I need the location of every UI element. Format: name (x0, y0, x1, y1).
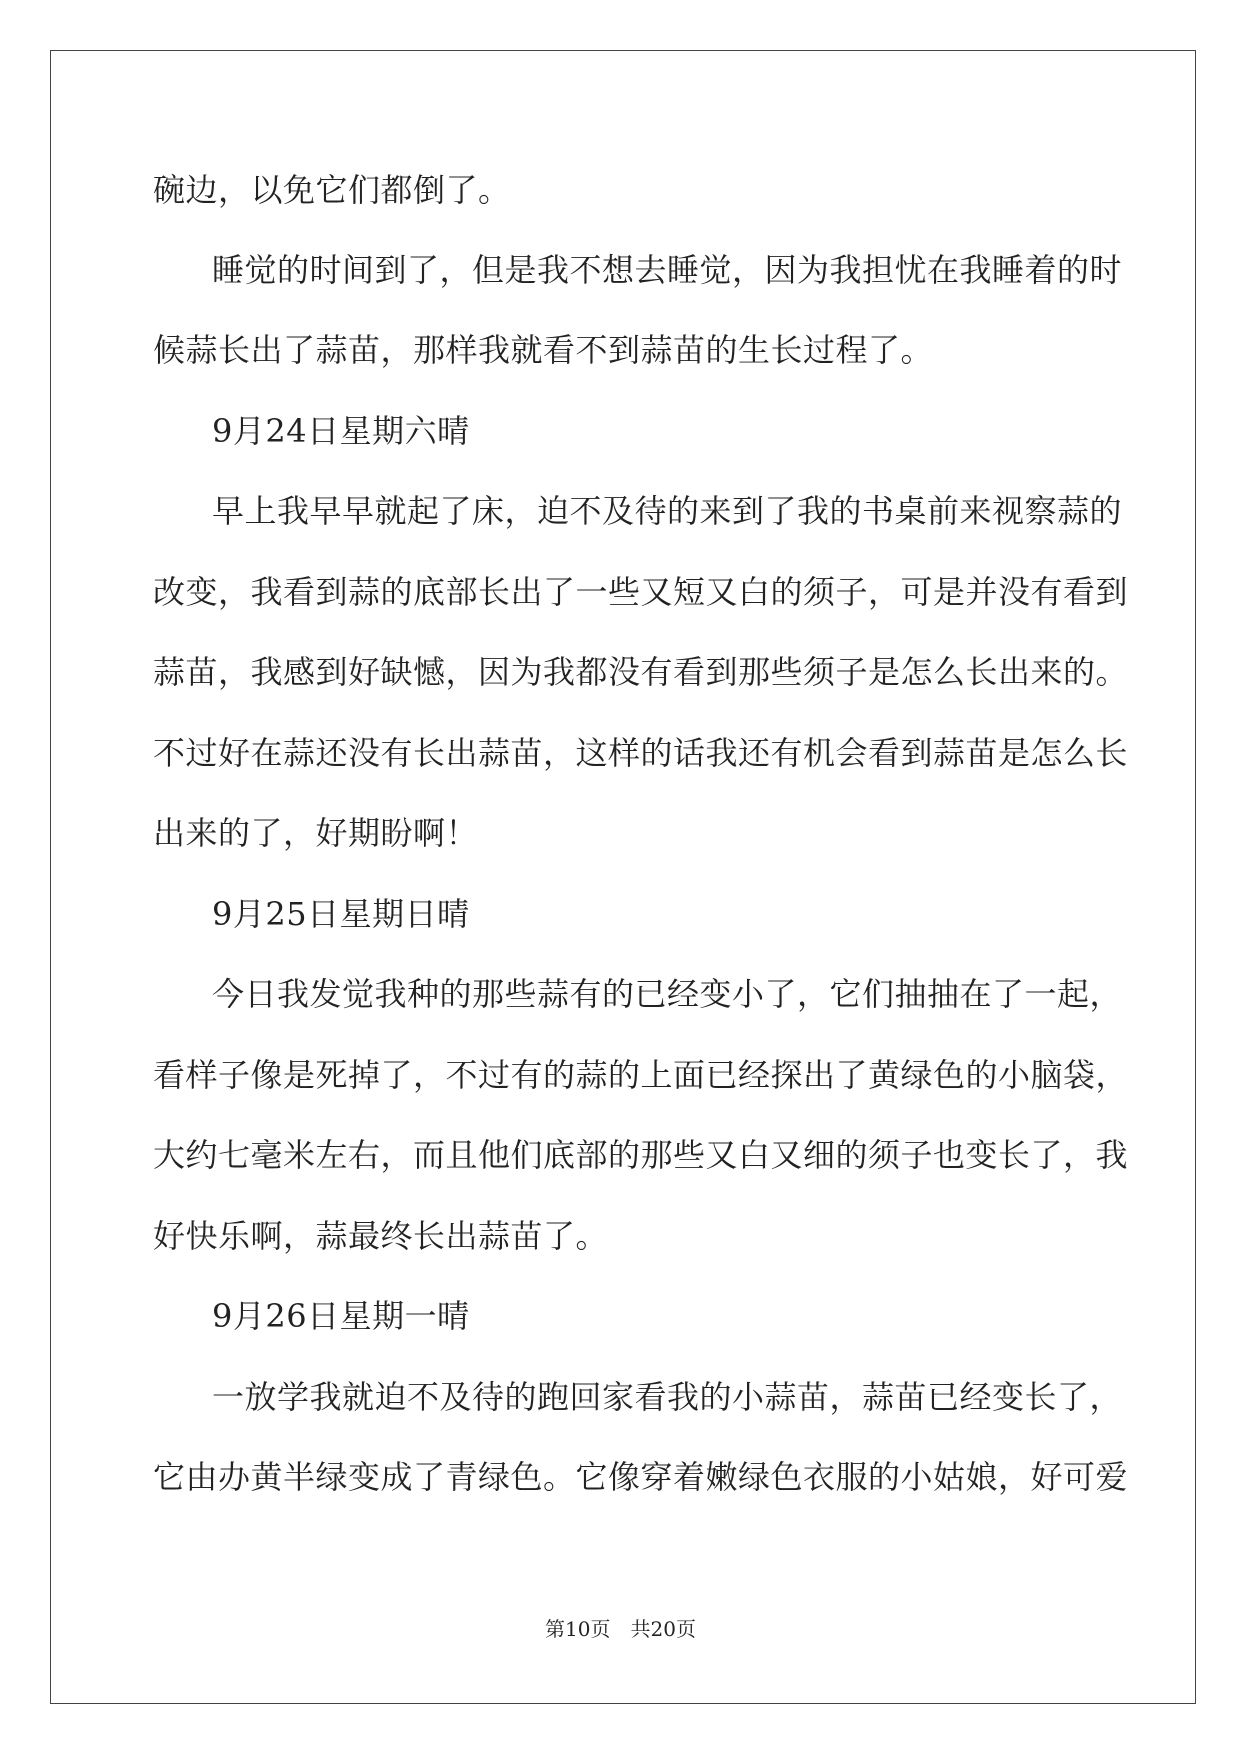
date-heading: 9月25日星期日晴 (212, 895, 470, 933)
text-line: 候蒜长出了蒜苗，那样我就看不到蒜苗的生长过程了。 (153, 331, 934, 369)
text-line: 大约七毫米左右，而且他们底部的那些又白又细的须子也变长了，我 (153, 1136, 1129, 1174)
text-line: 它由办黄半绿变成了青绿色。它像穿着嫩绿色衣服的小姑娘，好可爱 (153, 1458, 1129, 1496)
text-line: 好快乐啊，蒜最终长出蒜苗了。 (153, 1217, 609, 1255)
text-line: 出来的了，好期盼啊！ (153, 814, 479, 852)
text-line: 蒜苗，我感到好缺憾，因为我都没有看到那些须子是怎么长出来的。 (153, 653, 1129, 691)
date-heading: 9月26日星期一晴 (212, 1297, 470, 1335)
date-heading: 9月24日星期六晴 (212, 412, 470, 450)
text-line: 不过好在蒜还没有长出蒜苗，这样的话我还有机会看到蒜苗是怎么长 (153, 734, 1129, 772)
text-line: 早上我早早就起了床，迫不及待的来到了我的书桌前来视察蒜的 (212, 492, 1123, 530)
page-number-footer: 第10页 共20页 (545, 1617, 696, 1641)
text-line: 一放学我就迫不及待的跑回家看我的小蒜苗，蒜苗已经变长了， (212, 1378, 1123, 1416)
text-line: 睡觉的时间到了，但是我不想去睡觉，因为我担忧在我睡着的时 (212, 251, 1123, 289)
text-line: 改变，我看到蒜的底部长出了一些又短又白的须子，可是并没有看到 (153, 573, 1129, 611)
text-line: 今日我发觉我种的那些蒜有的已经变小了，它们抽抽在了一起， (212, 975, 1123, 1013)
text-line: 看样子像是死掉了，不过有的蒜的上面已经探出了黄绿色的小脑袋， (153, 1056, 1129, 1094)
page-border (50, 50, 1196, 1704)
text-line: 碗边，以免它们都倒了。 (153, 171, 511, 209)
